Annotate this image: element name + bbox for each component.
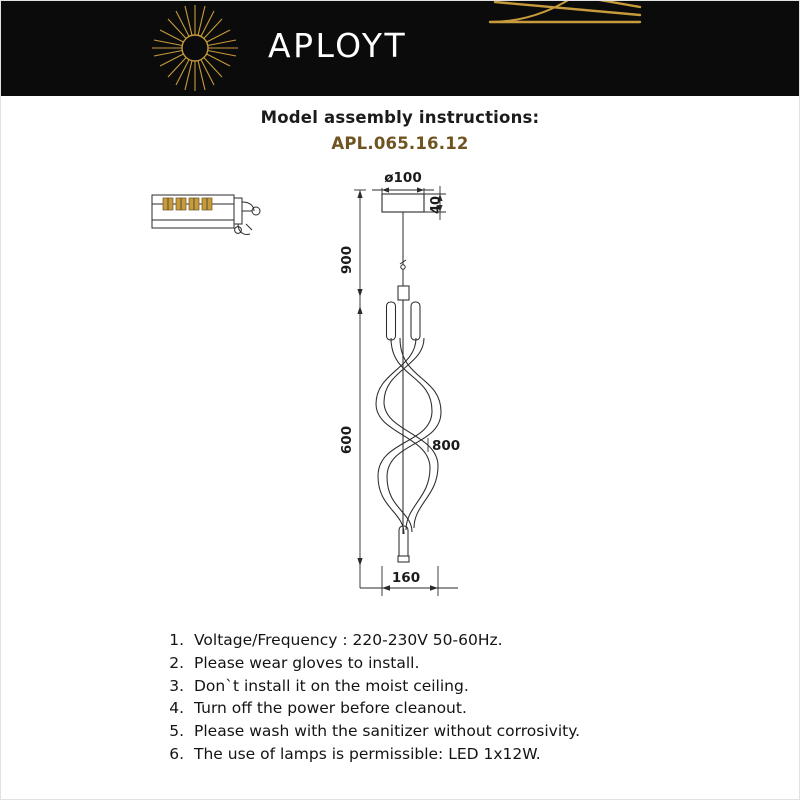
model-code: APL.065.16.12: [331, 134, 469, 153]
label-body-length: 600: [339, 425, 355, 455]
list-item: [158, 678, 758, 694]
header-banner: [0, 0, 800, 96]
list-item-number: 1.: [169, 631, 184, 649]
instructions-list: [158, 632, 758, 769]
list-item-text: Please wear gloves to install.: [194, 653, 420, 672]
list-item: [158, 700, 758, 716]
list-item: [158, 723, 758, 739]
wiring-terminal-diagram: [152, 195, 260, 235]
label-suspension-length: 900: [339, 245, 355, 275]
list-item: [158, 632, 758, 648]
list-item-number: 5.: [169, 722, 184, 741]
label-total-length: 800: [432, 438, 461, 454]
list-item-text: Please wash with the sanitizer without corrosivity.: [194, 722, 581, 741]
dimension-suspension-length: [354, 190, 366, 588]
fan-rays-icon: [470, 0, 770, 96]
sunburst-icon: [150, 3, 240, 93]
brand-title: APLOYT: [268, 26, 408, 65]
technical-drawing: [0, 168, 800, 618]
label-body-width: 160: [391, 570, 421, 586]
list-item-text: Don`t install it on the moist ceiling.: [194, 676, 469, 695]
page-title-line1: Model assembly instructions:: [260, 108, 540, 127]
list-item-number: 6.: [169, 744, 184, 763]
list-item-text: Turn off the power before cleanout.: [194, 699, 467, 718]
list-item-text: Voltage/Frequency : 220-230V 50-60Hz.: [194, 631, 503, 649]
label-canopy-height: 40: [429, 195, 444, 215]
list-item: [158, 655, 758, 671]
page-title: [0, 108, 800, 153]
label-canopy-diameter: ø100: [384, 170, 422, 186]
list-item: [158, 746, 758, 762]
list-item-number: 2.: [169, 653, 184, 672]
list-item-text: The use of lamps is permissible: LED 1x12W.: [194, 744, 541, 763]
list-item-number: 3.: [169, 676, 184, 695]
list-item-number: 4.: [169, 699, 184, 718]
pendant-lamp-elevation: [376, 194, 441, 562]
